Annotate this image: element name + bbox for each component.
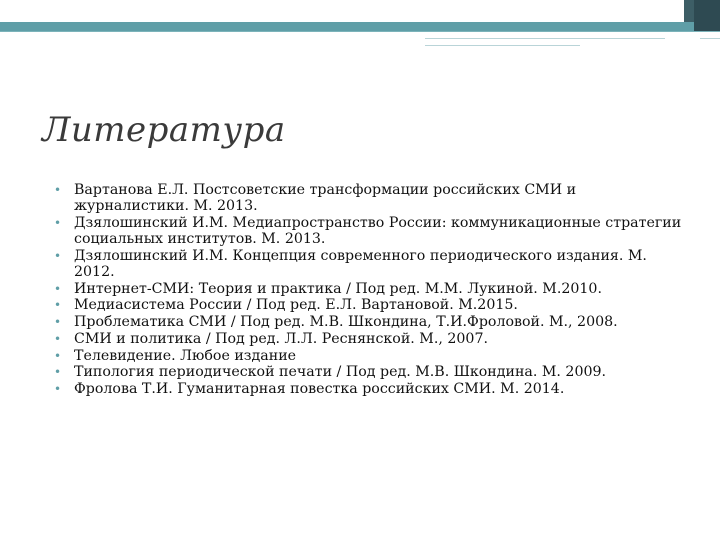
- list-item: • Интернет-СМИ: Теория и практика / Под ред. М.М. Лукиной. М.2010.: [54, 281, 684, 297]
- slide-title: Литература: [42, 110, 286, 150]
- list-item: • Медиасистема России / Под ред. Е.Л. Вартановой. М.2015.: [54, 297, 684, 313]
- list-item: • СМИ и политика / Под ред. Л.Л. Реснянской. М., 2007.: [54, 331, 684, 347]
- decorative-line: [700, 38, 720, 39]
- reference-list: [54, 182, 684, 398]
- header-rule: [0, 31, 720, 32]
- list-item: • Телевидение. Любое издание: [54, 348, 684, 364]
- header-corner-block-dark: [694, 0, 720, 31]
- header-corner-block: [684, 0, 694, 22]
- list-item: • Дзялошинский И.М. Медиапространство России: коммуникационные стратегии социальных институтов. М. 2013.: [54, 215, 684, 247]
- list-item: • Типология периодической печати / Под ред. М.В. Шкондина. М. 2009.: [54, 364, 684, 380]
- header-accent-bar: [0, 22, 694, 31]
- list-item: • Фролова Т.И. Гуманитарная повестка российских СМИ. М. 2014.: [54, 381, 684, 397]
- decorative-line: [425, 45, 580, 46]
- list-item: • Вартанова Е.Л. Постсоветские трансформации российских СМИ и журналистики. М. 2013.: [54, 182, 684, 214]
- list-item: • Проблематика СМИ / Под ред. М.В. Шкондина, Т.И.Фроловой. М., 2008.: [54, 314, 684, 330]
- decorative-line: [425, 38, 665, 39]
- list-item: • Дзялошинский И.М. Концепция современного периодического издания. М. 2012.: [54, 248, 684, 280]
